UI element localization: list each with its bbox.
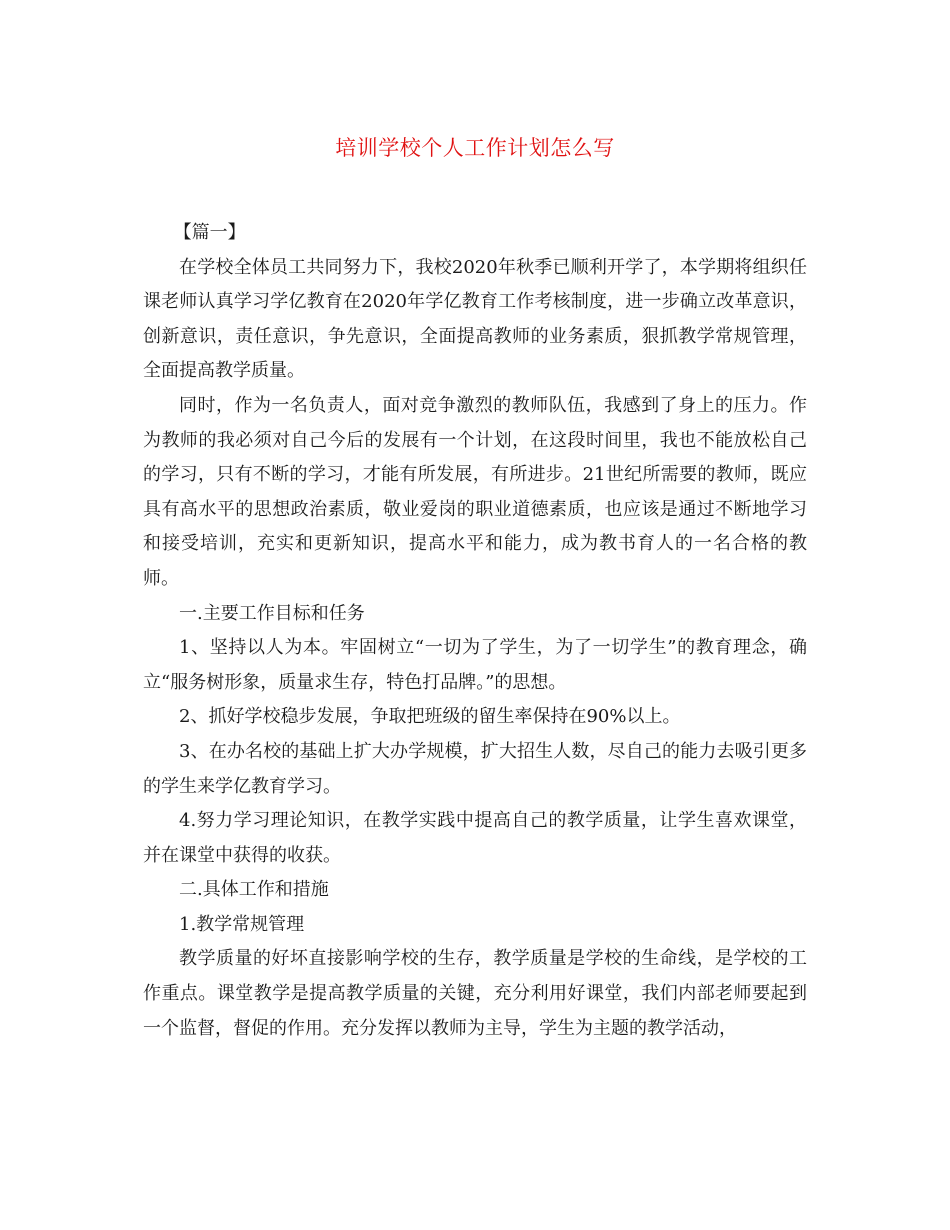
subheading: 二.具体工作和措施 [179,879,329,901]
paragraph: 在学校全体员工共同努力下，我校2020年秋季已顺利开学了，本学期将组织任课老师认真学习学亿教育在2020年学亿教育工作考核制度，进一步确立改革意识，创新意识，责任意识，争先意识，全面提高教师的业务素质，狠抓教学常规管理，全面提高教学质量。 [143,256,807,382]
list-item: 2、抓好学校稳步发展，争取把班级的留生率保持在90%以上。 [179,706,681,728]
subheading: 一.主要工作目标和任务 [179,602,365,624]
list-item: 4.努力学习理论知识，在教学实践中提高自己的教学质量，让学生喜欢课堂，并在课堂中获得的收获。 [143,810,807,866]
paragraph: 同时，作为一名负责人，面对竞争激烈的教师队伍，我感到了身上的压力。作为教师的我必须对自己今后的发展有一个计划，在这段时间里，我也不能放松自己的学习，只有不断的学习，才能有所发展，有所进步。21世纪所需要的教师，既应具有高水平的思想政治素质，敬业爱岗的职业道德素质，也应该是通过不断地学习和接受培训，充实和更新知识，提高水平和能力，成为教书育人的一名合格的教师。 [143,394,807,589]
list-item: 1、坚持以人为本。牢固树立“一切为了学生，为了一切学生”的教育理念，确立“服务树形象，质量求生存，特色打品牌。”的思想。 [143,637,807,693]
document-body [143,216,807,1046]
subheading: 1.教学常规管理 [179,913,305,935]
list-item: 3、在办名校的基础上扩大办学规模，扩大招生人数，尽自己的能力去吸引更多的学生来学亿教育学习。 [143,740,807,797]
document-title: 培训学校个人工作计划怎么写 [335,136,615,160]
section-heading: 【篇一】 [173,222,246,243]
paragraph: 教学质量的好坏直接影响学校的生存，教学质量是学校的生命线，是学校的工作重点。课堂教学是提高教学质量的关键，充分利用好课堂，我们内部老师要起到一个监督，督促的作用。充分发挥以教师为主导，学生为主题的教学活动， [143,948,807,1039]
